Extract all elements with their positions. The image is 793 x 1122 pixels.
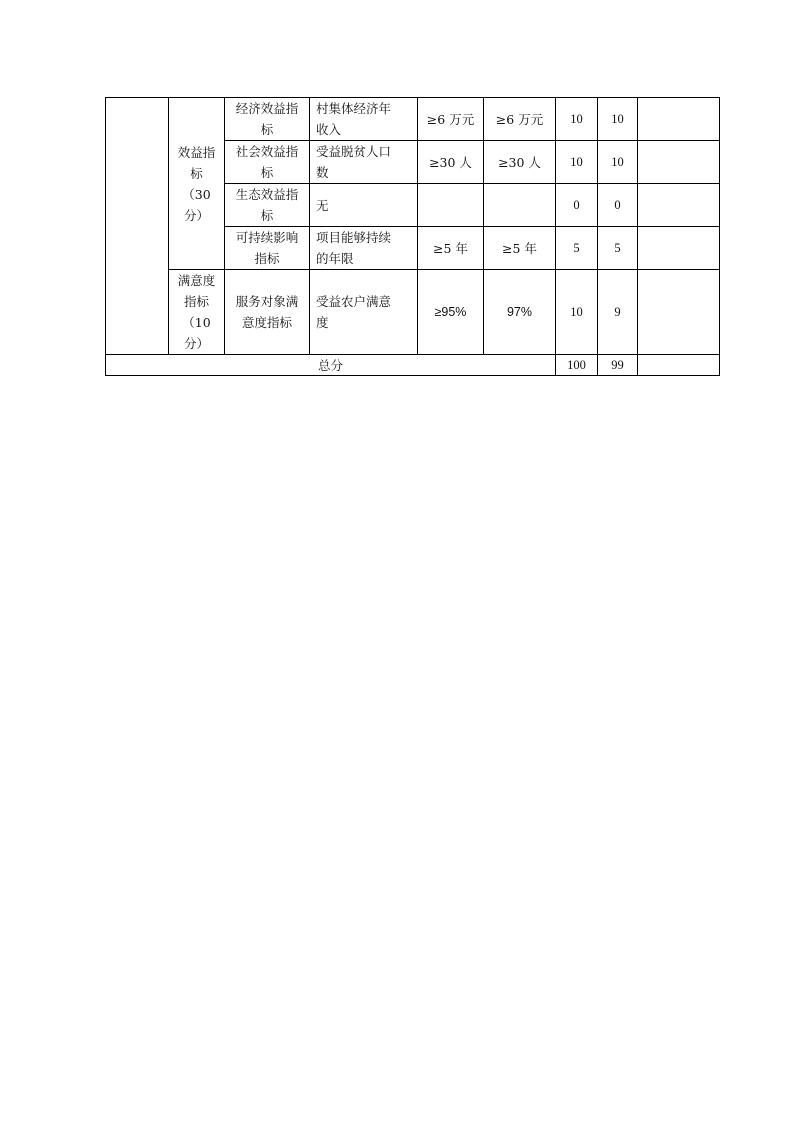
total-remark-cell bbox=[638, 355, 720, 376]
cell-line: 村集体经济年 bbox=[316, 101, 392, 116]
cell-line: 意度指标 bbox=[241, 315, 292, 330]
weight-cell: 10 bbox=[556, 141, 598, 184]
table-row bbox=[106, 270, 720, 355]
weight-cell: 10 bbox=[556, 270, 598, 355]
score-cell: 10 bbox=[598, 141, 638, 184]
actual-value-cell: 97% bbox=[484, 270, 556, 355]
cell-line: 受益农户满意 bbox=[316, 294, 392, 309]
actual-value-cell: ≥5 年 bbox=[484, 227, 556, 270]
cell-line: 服务对象满 bbox=[235, 294, 299, 309]
weight-cell: 10 bbox=[556, 98, 598, 141]
second-level-indicator-cell bbox=[169, 270, 225, 355]
cell-line: 生态效益指 bbox=[235, 187, 299, 202]
remark-cell bbox=[638, 270, 720, 355]
cell-line: 收入 bbox=[316, 122, 342, 137]
cell-line: 标 bbox=[190, 165, 203, 181]
annual-target-cell: ≥30 人 bbox=[418, 141, 484, 184]
cell-line: 可持续影响 bbox=[235, 230, 299, 245]
annual-target-cell bbox=[418, 184, 484, 227]
indicator-content-cell bbox=[310, 227, 418, 270]
weight-cell: 0 bbox=[556, 184, 598, 227]
cell-line: 标 bbox=[260, 122, 274, 137]
annual-target-cell: ≥5 年 bbox=[418, 227, 484, 270]
weight-cell: 5 bbox=[556, 227, 598, 270]
cell-line: （30 bbox=[182, 186, 211, 202]
third-level-indicator-cell bbox=[225, 270, 310, 355]
cell-line: 无 bbox=[316, 197, 329, 213]
cell-line: 分） bbox=[183, 336, 209, 351]
remark-cell bbox=[638, 141, 720, 184]
cell-line: 受益脱贫人口 bbox=[316, 144, 392, 159]
total-row bbox=[106, 355, 720, 376]
remark-cell bbox=[638, 227, 720, 270]
first-level-indicator-cell bbox=[106, 98, 169, 355]
cell-line: 项目能够持续 bbox=[316, 230, 392, 245]
cell-line: 数 bbox=[316, 165, 329, 180]
cell-line: 满意度 bbox=[177, 273, 216, 288]
score-cell: 0 bbox=[598, 184, 638, 227]
actual-value-cell: ≥30 人 bbox=[484, 141, 556, 184]
cell-line: 度 bbox=[316, 315, 329, 330]
third-level-indicator-cell bbox=[225, 227, 310, 270]
cell-line: 效益指 bbox=[177, 144, 216, 160]
annual-target-cell: ≥95% bbox=[418, 270, 484, 355]
cell-line: 经济效益指 bbox=[235, 101, 299, 116]
score-cell: 10 bbox=[598, 98, 638, 141]
cell-line: （10 bbox=[182, 315, 211, 330]
total-label-cell: 总分 bbox=[106, 355, 556, 376]
score-cell: 9 bbox=[598, 270, 638, 355]
third-level-indicator-cell bbox=[225, 98, 310, 141]
table-row bbox=[106, 98, 720, 141]
remark-cell bbox=[638, 184, 720, 227]
cell-line: 的年限 bbox=[316, 251, 354, 266]
indicator-content-cell bbox=[310, 270, 418, 355]
cell-line: 指标 bbox=[254, 251, 280, 266]
indicator-content-cell bbox=[310, 184, 418, 227]
score-cell: 5 bbox=[598, 227, 638, 270]
third-level-indicator-cell bbox=[225, 141, 310, 184]
total-score-cell: 99 bbox=[598, 355, 638, 376]
performance-evaluation-table bbox=[105, 97, 720, 376]
cell-line: 指标 bbox=[183, 294, 209, 309]
cell-line: 社会效益指 bbox=[235, 144, 299, 159]
actual-value-cell: ≥6 万元 bbox=[484, 98, 556, 141]
second-level-indicator-cell bbox=[169, 98, 225, 270]
cell-line: 标 bbox=[260, 165, 274, 180]
indicator-content-cell bbox=[310, 141, 418, 184]
cell-line: 分） bbox=[183, 207, 209, 223]
remark-cell bbox=[638, 98, 720, 141]
annual-target-cell: ≥6 万元 bbox=[418, 98, 484, 141]
indicator-content-cell bbox=[310, 98, 418, 141]
total-weight-cell: 100 bbox=[556, 355, 598, 376]
third-level-indicator-cell bbox=[225, 184, 310, 227]
cell-line: 标 bbox=[260, 208, 274, 223]
actual-value-cell bbox=[484, 184, 556, 227]
